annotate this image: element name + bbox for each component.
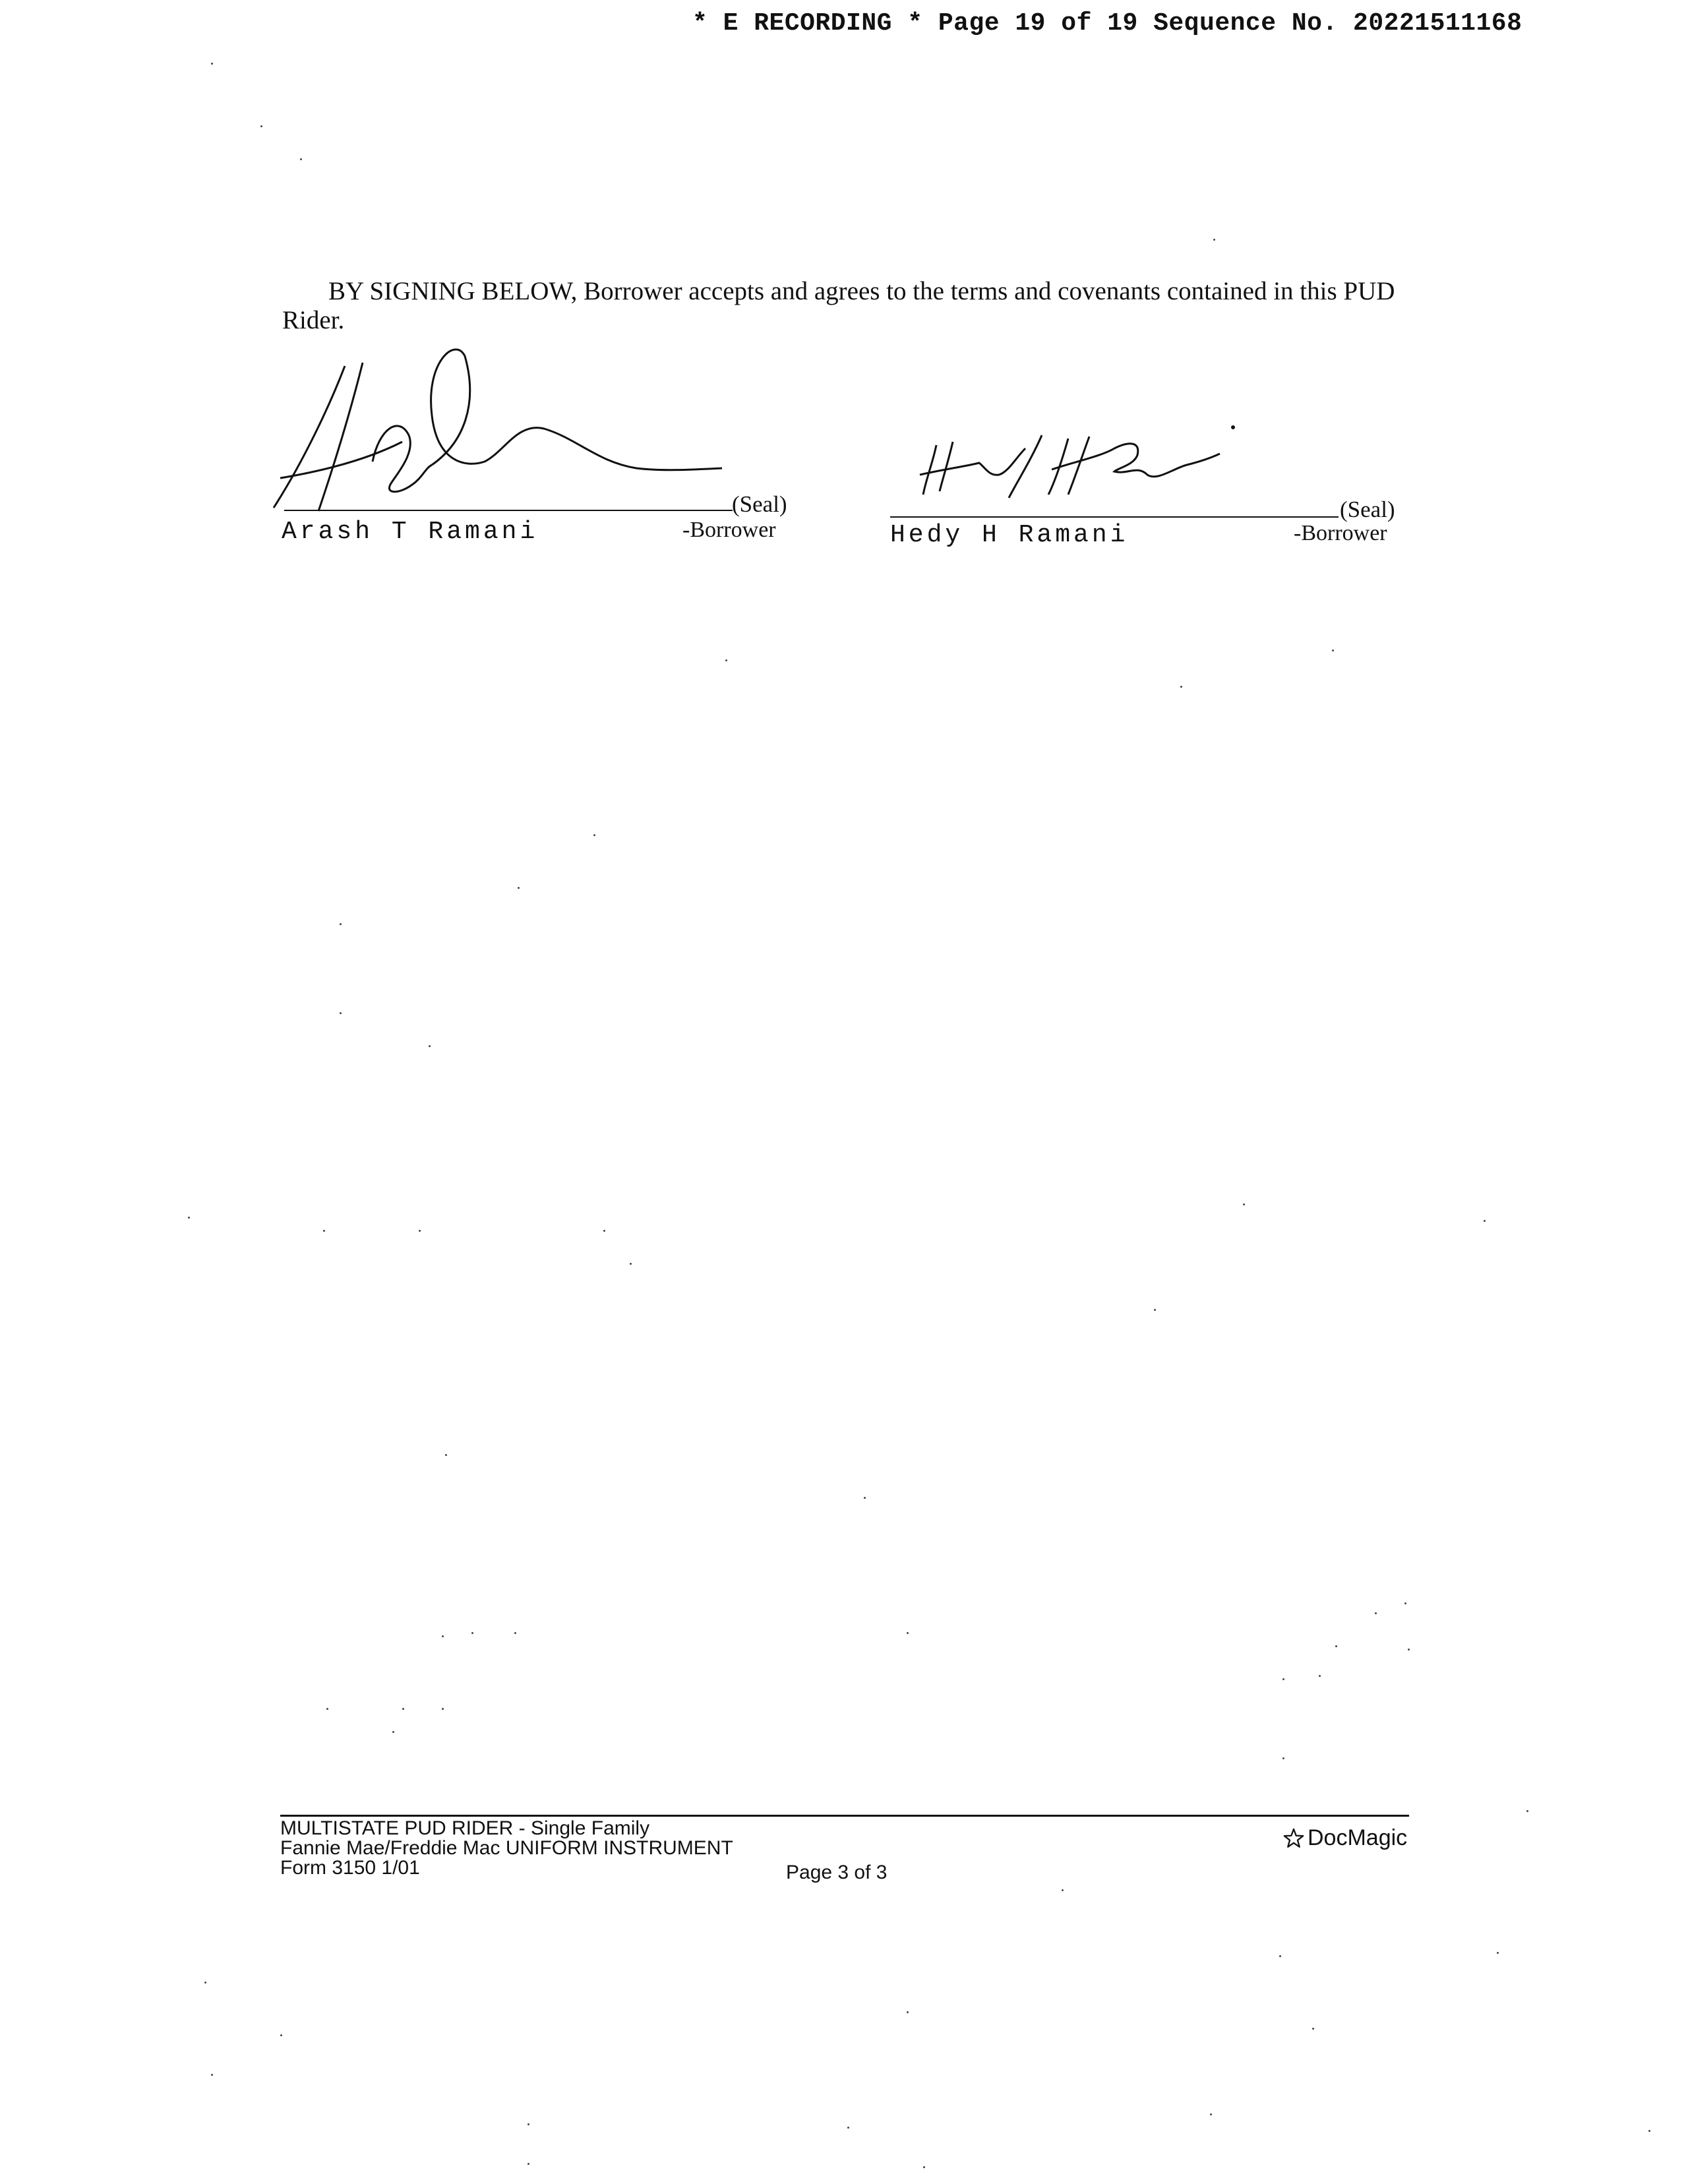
- seal-label-1: (Seal): [732, 491, 787, 517]
- docmagic-label: DocMagic: [1308, 1825, 1408, 1850]
- star-icon: [1282, 1827, 1305, 1850]
- footer-instrument: Fannie Mae/Freddie Mac UNIFORM INSTRUMENT: [280, 1837, 733, 1859]
- handwritten-signature-2: [917, 422, 1273, 508]
- signature-block-borrower-2: [890, 422, 1404, 554]
- footer-rule: [280, 1815, 1409, 1817]
- statement-line-1: BY SIGNING BELOW, Borrower accepts and agrees to the terms and covenants contained in this PUD: [328, 277, 1395, 305]
- recording-header: * E RECORDING * Page 19 of 19 Sequence No. 20221511168: [692, 9, 1522, 38]
- borrower-role-2: -Borrower: [1294, 521, 1387, 545]
- signature-block-borrower-1: [267, 343, 801, 554]
- footer-form-title: MULTISTATE PUD RIDER - Single Family: [280, 1817, 650, 1839]
- handwritten-signature-1: [267, 343, 729, 521]
- footer-page-number: Page 3 of 3: [786, 1862, 888, 1883]
- borrower-role-1: -Borrower: [682, 518, 776, 542]
- statement-line-2: Rider.: [282, 306, 345, 334]
- borrower-name-2: Hedy H Ramani: [890, 521, 1129, 549]
- seal-label-2: (Seal): [1340, 497, 1395, 522]
- docmagic-brand: [1282, 1825, 1407, 1851]
- signature-line-2: [890, 516, 1339, 518]
- borrower-name-1: Arash T Ramani: [282, 518, 539, 546]
- signature-line-1: [284, 510, 733, 511]
- signing-statement: [282, 277, 1416, 335]
- footer-form-number: Form 3150 1/01: [280, 1857, 420, 1879]
